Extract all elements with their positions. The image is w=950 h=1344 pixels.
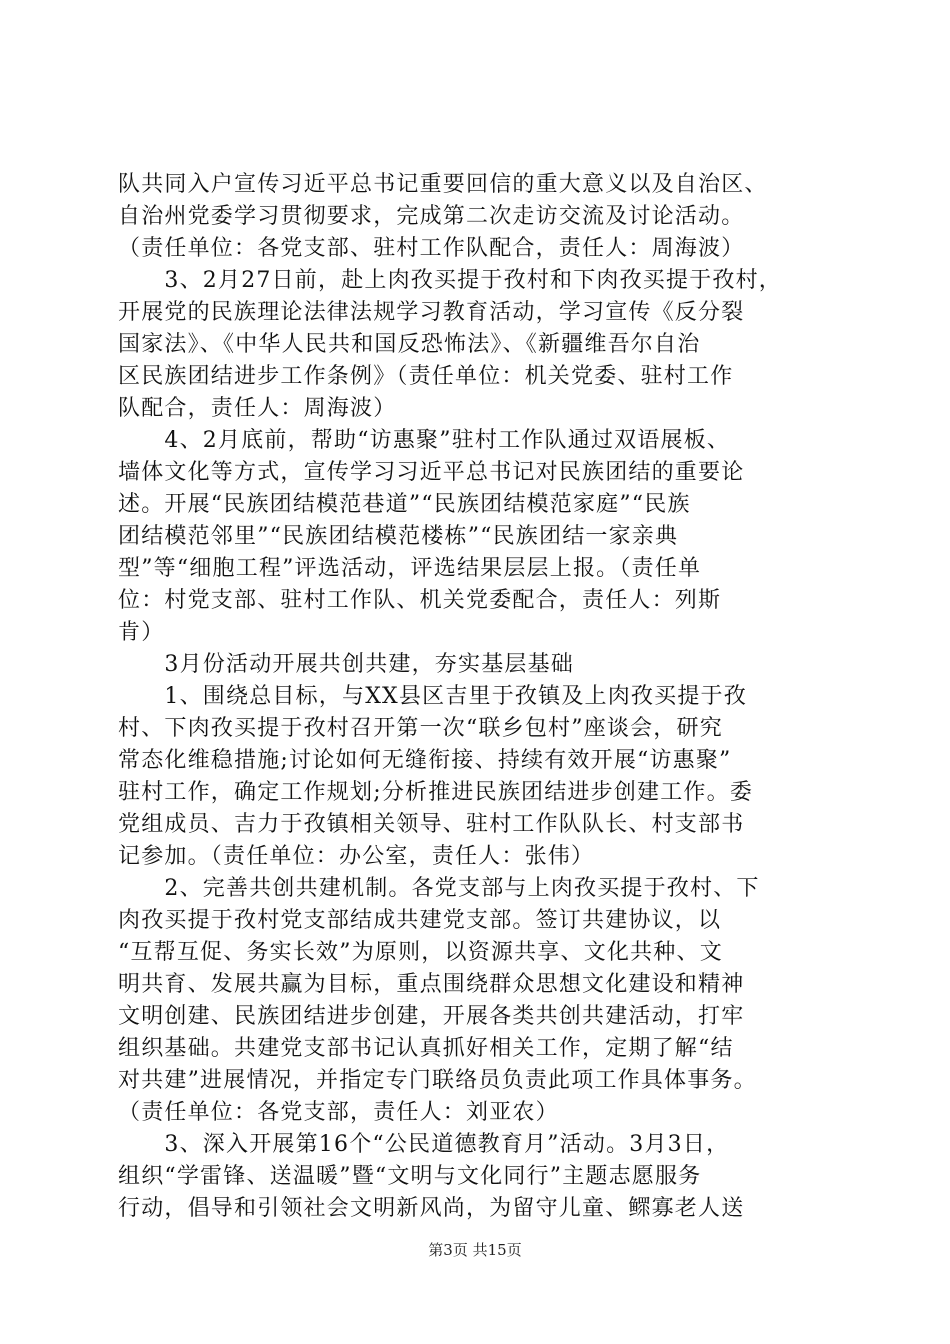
- text-line: 国家法》、《中华人民共和国反恐怖法》、《新疆维吾尔自治: [118, 332, 701, 357]
- text-line: 行动，倡导和引领社会文明新风尚，为留守儿童、鳏寡老人送: [118, 1196, 745, 1221]
- text-line: 驻村工作，确定工作规划;分析推进民族团结进步创建工作。委: [118, 780, 754, 805]
- text-line: 3、深入开展第16个“公民道德教育月”活动。3月3日，: [118, 1132, 730, 1157]
- text-line: 墙体文化等方式，宣传学习习近平总书记对民族团结的重要论: [118, 460, 745, 485]
- text-line: 自治州党委学习贯彻要求，完成第二次走访交流及讨论活动。: [118, 204, 745, 229]
- text-line: 位：村党支部、驻村工作队、机关党委配合，责任人：列斯: [118, 588, 722, 613]
- text-line: 对共建”进展情况，并指定专门联络员负责此项工作具体事务。: [118, 1068, 757, 1093]
- text-line: 队配合，责任人：周海波）: [118, 396, 397, 421]
- text-line: “互帮互促、务实长效”为原则，以资源共享、文化共种、文: [118, 940, 723, 965]
- text-line: 区民族团结进步工作条例》（责任单位：机关党委、驻村工作: [118, 364, 734, 389]
- page-number-footer: 第3页 共15页: [428, 1241, 522, 1259]
- text-line: 肉孜买提于孜村党支部结成共建党支部。签订共建协议，以: [118, 908, 722, 933]
- text-line: 文明创建、民族团结进步创建，开展各类共创共建活动，打牢: [118, 1004, 745, 1029]
- text-line: 党组成员、吉力于孜镇相关领导、驻村工作队队长、村支部书: [118, 812, 745, 837]
- text-line: 记参加。（责任单位：办公室，责任人：张伟）: [118, 844, 595, 869]
- text-line: 开展党的民族理论法律法规学习教育活动，学习宣传《反分裂: [118, 300, 745, 325]
- text-line: 2、完善共创共建机制。各党支部与上肉孜买提于孜村、下: [118, 876, 760, 901]
- text-line: 团结模范邻里”“民族团结模范楼栋”“民族团结一家亲典: [118, 524, 679, 549]
- text-line: 常态化维稳措施;讨论如何无缝衔接、持续有效开展“访惠聚”: [118, 748, 732, 773]
- text-line: 型”等“细胞工程”评选活动，评选结果层层上报。（责任单: [118, 556, 702, 581]
- text-line: （责任单位：各党支部，责任人：刘亚农）: [118, 1100, 559, 1125]
- section-heading: 3月份活动开展共创共建，夯实基层基础: [118, 652, 574, 677]
- text-line: 明共育、发展共赢为目标，重点围绕群众思想文化建设和精神: [118, 972, 745, 997]
- text-line: （责任单位：各党支部、驻村工作队配合，责任人：周海波）: [118, 236, 745, 261]
- text-line: 组织基础。共建党支部书记认真抓好相关工作，定期了解“结: [118, 1036, 734, 1061]
- text-line: 组织“学雷锋、送温暖”暨“文明与文化同行”主题志愿服务: [118, 1164, 702, 1189]
- text-line: 述。开展“民族团结模范巷道”“民族团结模范家庭”“民族: [118, 492, 691, 517]
- text-line: 队共同入户宣传习近平总书记重要回信的重大意义以及自治区、: [118, 172, 768, 197]
- text-line: 1、围绕总目标，与XX县区吉里于孜镇及上肉孜买提于孜: [118, 684, 747, 709]
- text-line: 3、2月27日前，赴上肉孜买提于孜村和下肉孜买提于孜村，: [118, 268, 782, 293]
- text-line: 村、下肉孜买提于孜村召开第一次“联乡包村”座谈会，研究: [118, 716, 723, 741]
- text-line: 肯）: [118, 620, 165, 645]
- text-line: 4、2月底前，帮助“访惠聚”驻村工作队通过双语展板、: [118, 428, 731, 453]
